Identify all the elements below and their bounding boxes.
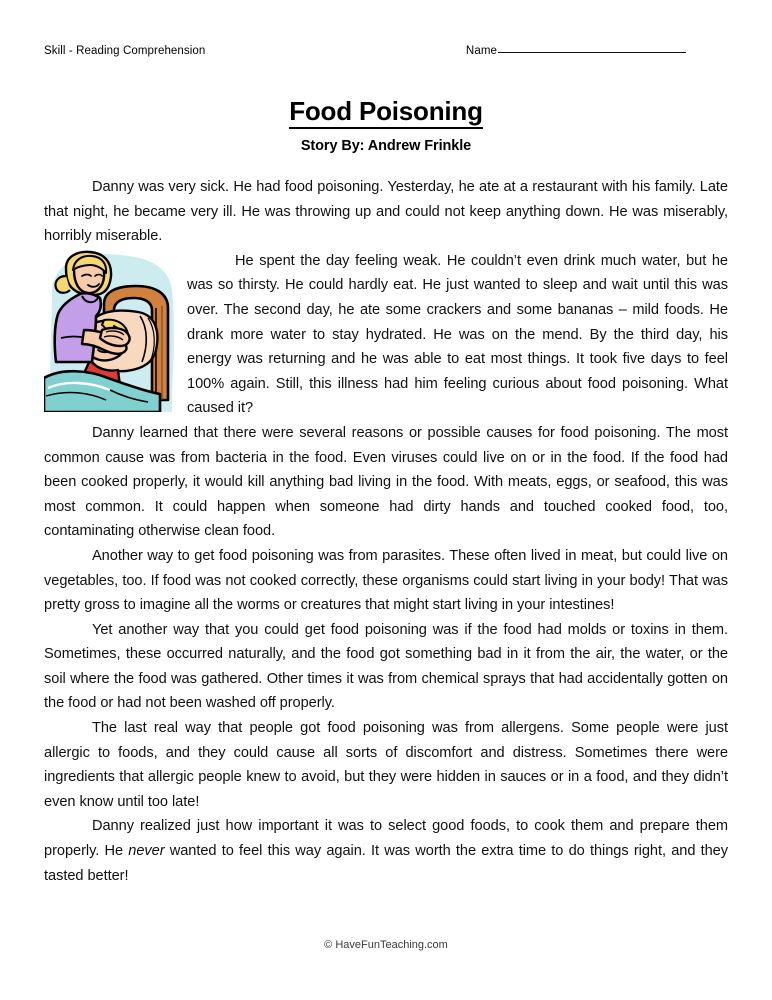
story-paragraph-4: Another way to get food poisoning was from parasites. These often lived in meat, but could live on vegetables, too. If food was not cooked correctly, these organisms could start living in your body! That was pretty gross to imagine all the worms or creatures that might start living in your intestines! xyxy=(44,547,728,614)
skill-label: Skill - Reading Comprehension xyxy=(44,45,206,57)
footer xyxy=(0,938,772,952)
story-paragraph-3: Danny learned that there were several reasons or possible causes for food poisoning. The most common cause was from bacteria in the food. Even viruses could live on or in the food. If the food had been cooked properly, it would kill anything bad living in the food. With meats, eggs, or seafood, this was most common. It could happen when someone had dirty hands and touched cooked food, too, contaminating otherwise clean food. xyxy=(44,424,728,540)
worksheet-header xyxy=(44,44,728,66)
story-paragraph-2: He spent the day feeling weak. He couldn’t even drink much water, but he was so thirsty. He could hardly eat. He just wanted to sleep and wait until this was over. The second day, he ate some crackers and some bananas – mild foods. He drank more water to stay hydrated. He was on the mend. By the third day, his energy was returning and he was able to eat most things. It took five days to feel 100% again. Still, this illness had him feeling curious about food poisoning. What caused it? xyxy=(187,252,728,417)
author-byline: Story By: Andrew Frinkle xyxy=(300,138,472,154)
illustration-svg xyxy=(44,250,177,412)
story-paragraph-7 xyxy=(44,814,728,888)
footer-site-name: HaveFunTeaching.com xyxy=(335,939,448,951)
story-body xyxy=(44,175,728,888)
final-paragraph-emphasis: never xyxy=(128,843,165,860)
story-paragraph-6: The last real way that people got food poisoning was from allergens. Some people were just allergic to foods, and they could cause all sorts of discomfort and distress. Sometimes there were ingredients that allergic people knew to avoid, but they were hidden in sauces or in a food, and they didn’t even know until too late! xyxy=(44,720,728,810)
title-block xyxy=(0,96,772,155)
name-input-line[interactable] xyxy=(498,52,686,53)
name-field[interactable] xyxy=(466,44,686,58)
final-paragraph-after: wanted to feel this way again. It was worth the extra time to do things right, and they tasted better! xyxy=(44,843,728,884)
story-paragraph-1: Danny was very sick. He had food poisoning. Yesterday, he ate at a restaurant with his family. Late that night, he became very ill. He was throwing up and could not keep anything down. He was miserably, horribly miserable. xyxy=(44,179,728,245)
final-paragraph-before: Danny realized just how important it was to select good foods, to cook them and prepare them properly. He xyxy=(44,818,728,860)
story-paragraph-5: Yet another way that you could get food poisoning was if the food had molds or toxins in them. Sometimes, these occurred naturally, and the food got something bad in it from the air, the water, or the soil where the food was gathered. Other times it was from chemical sprays that had accidentally gotten on the food or had not been washed off properly. xyxy=(44,621,728,712)
name-label: Name xyxy=(465,45,497,57)
sick-child-illustration xyxy=(44,250,177,412)
page-title: Food Poisoning xyxy=(289,96,483,129)
copyright-icon: © xyxy=(324,939,333,951)
